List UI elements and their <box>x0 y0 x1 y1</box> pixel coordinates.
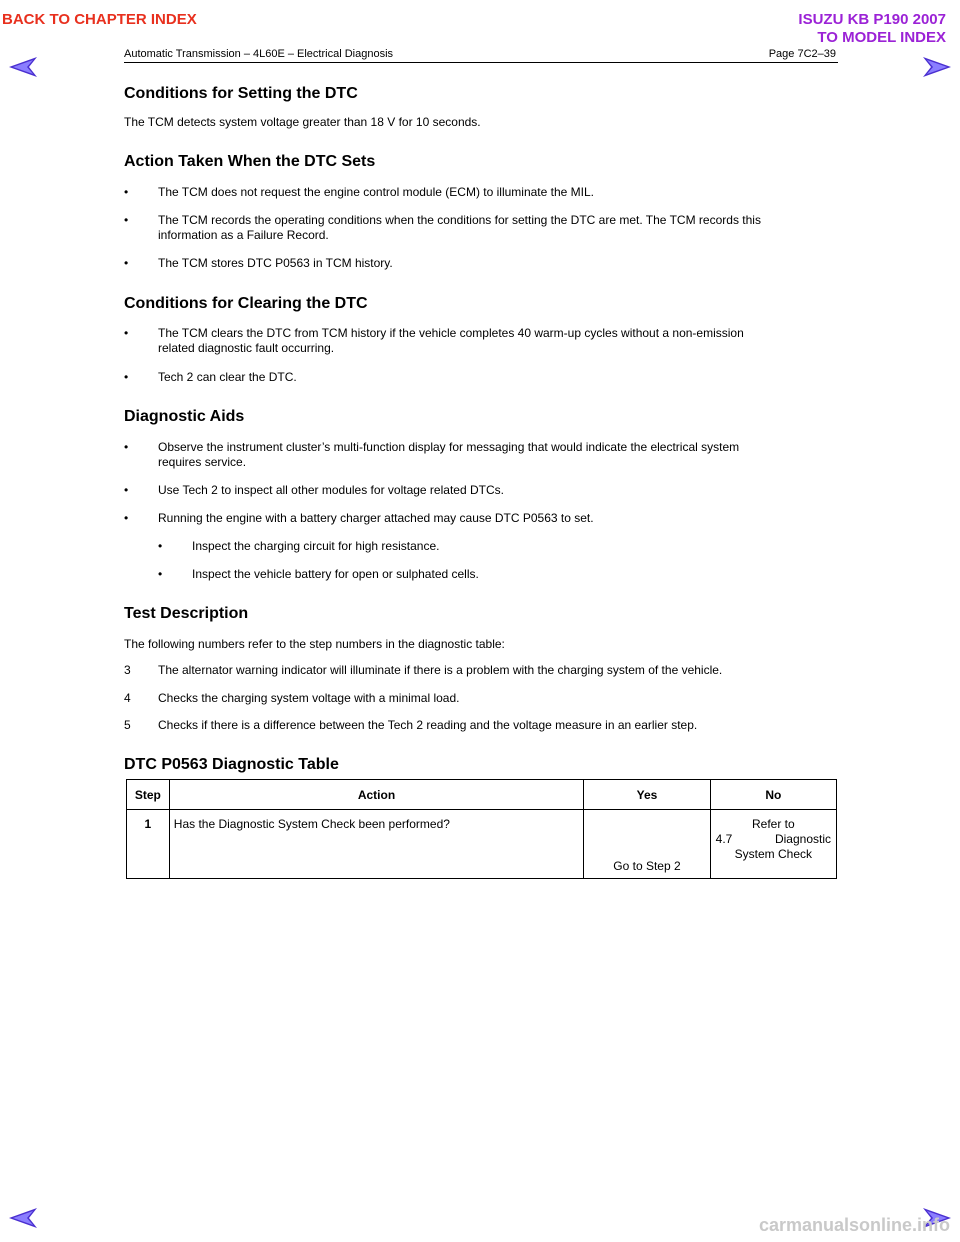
bullet-icon: • <box>158 539 163 553</box>
to-model-index-label: TO MODEL INDEX <box>817 29 946 46</box>
heading-diagnostic-aids: Diagnostic Aids <box>124 408 245 425</box>
test-description-intro: The following numbers refer to the step numbers in the diagnostic table: <box>124 637 505 651</box>
no-line-1: Refer to <box>751 817 795 831</box>
cell-step: 1 <box>127 810 170 879</box>
heading-conditions-setting: Conditions for Setting the DTC <box>124 85 358 102</box>
column-header-yes: Yes <box>584 780 710 810</box>
heading-conditions-clearing: Conditions for Clearing the DTC <box>124 295 368 312</box>
heading-action-taken: Action Taken When the DTC Sets <box>124 153 376 170</box>
bullet-icon: • <box>124 256 129 270</box>
bullet-icon: • <box>124 370 129 384</box>
header-rule <box>124 62 838 63</box>
bullet-icon: • <box>124 213 129 227</box>
bullet-icon: • <box>158 567 163 581</box>
column-header-no: No <box>710 780 836 810</box>
conditions-setting-text: The TCM detects system voltage greater than 18 V for 10 seconds. <box>124 115 481 129</box>
bullet-icon: • <box>124 511 129 525</box>
model-index-link[interactable] <box>798 11 946 47</box>
no-line-3: System Check <box>734 847 812 861</box>
page-number: Page 7C2–39 <box>768 48 836 60</box>
heading-diagnostic-table: DTC P0563 Diagnostic Table <box>124 756 339 773</box>
cell-yes: Go to Step 2 <box>584 810 710 879</box>
table-row <box>127 810 837 879</box>
diagnostic-table <box>126 779 837 879</box>
next-page-arrow-icon[interactable] <box>923 57 951 77</box>
model-title: ISUZU KB P190 2007 <box>798 11 946 28</box>
cell-action: Has the Diagnostic System Check been performed? <box>169 810 583 879</box>
bullet-icon: • <box>124 185 129 199</box>
bullet-icon: • <box>124 326 129 340</box>
bullet-icon: • <box>124 440 129 454</box>
previous-page-arrow-icon[interactable] <box>9 57 37 77</box>
no-line-2: 4.7 Diagnostic <box>715 832 831 846</box>
column-header-step: Step <box>127 780 170 810</box>
bullet-icon: • <box>124 483 129 497</box>
previous-page-arrow-bottom-icon[interactable] <box>9 1208 37 1228</box>
running-header-title: Automatic Transmission – 4L60E – Electrical Diagnosis <box>124 48 394 60</box>
back-to-chapter-index-link[interactable]: BACK TO CHAPTER INDEX <box>2 11 197 28</box>
cell-no <box>710 810 836 879</box>
table-header-row <box>127 780 837 810</box>
column-header-action: Action <box>169 780 583 810</box>
heading-test-description: Test Description <box>124 605 249 622</box>
watermark: carmanualsonline.info <box>758 1215 950 1235</box>
